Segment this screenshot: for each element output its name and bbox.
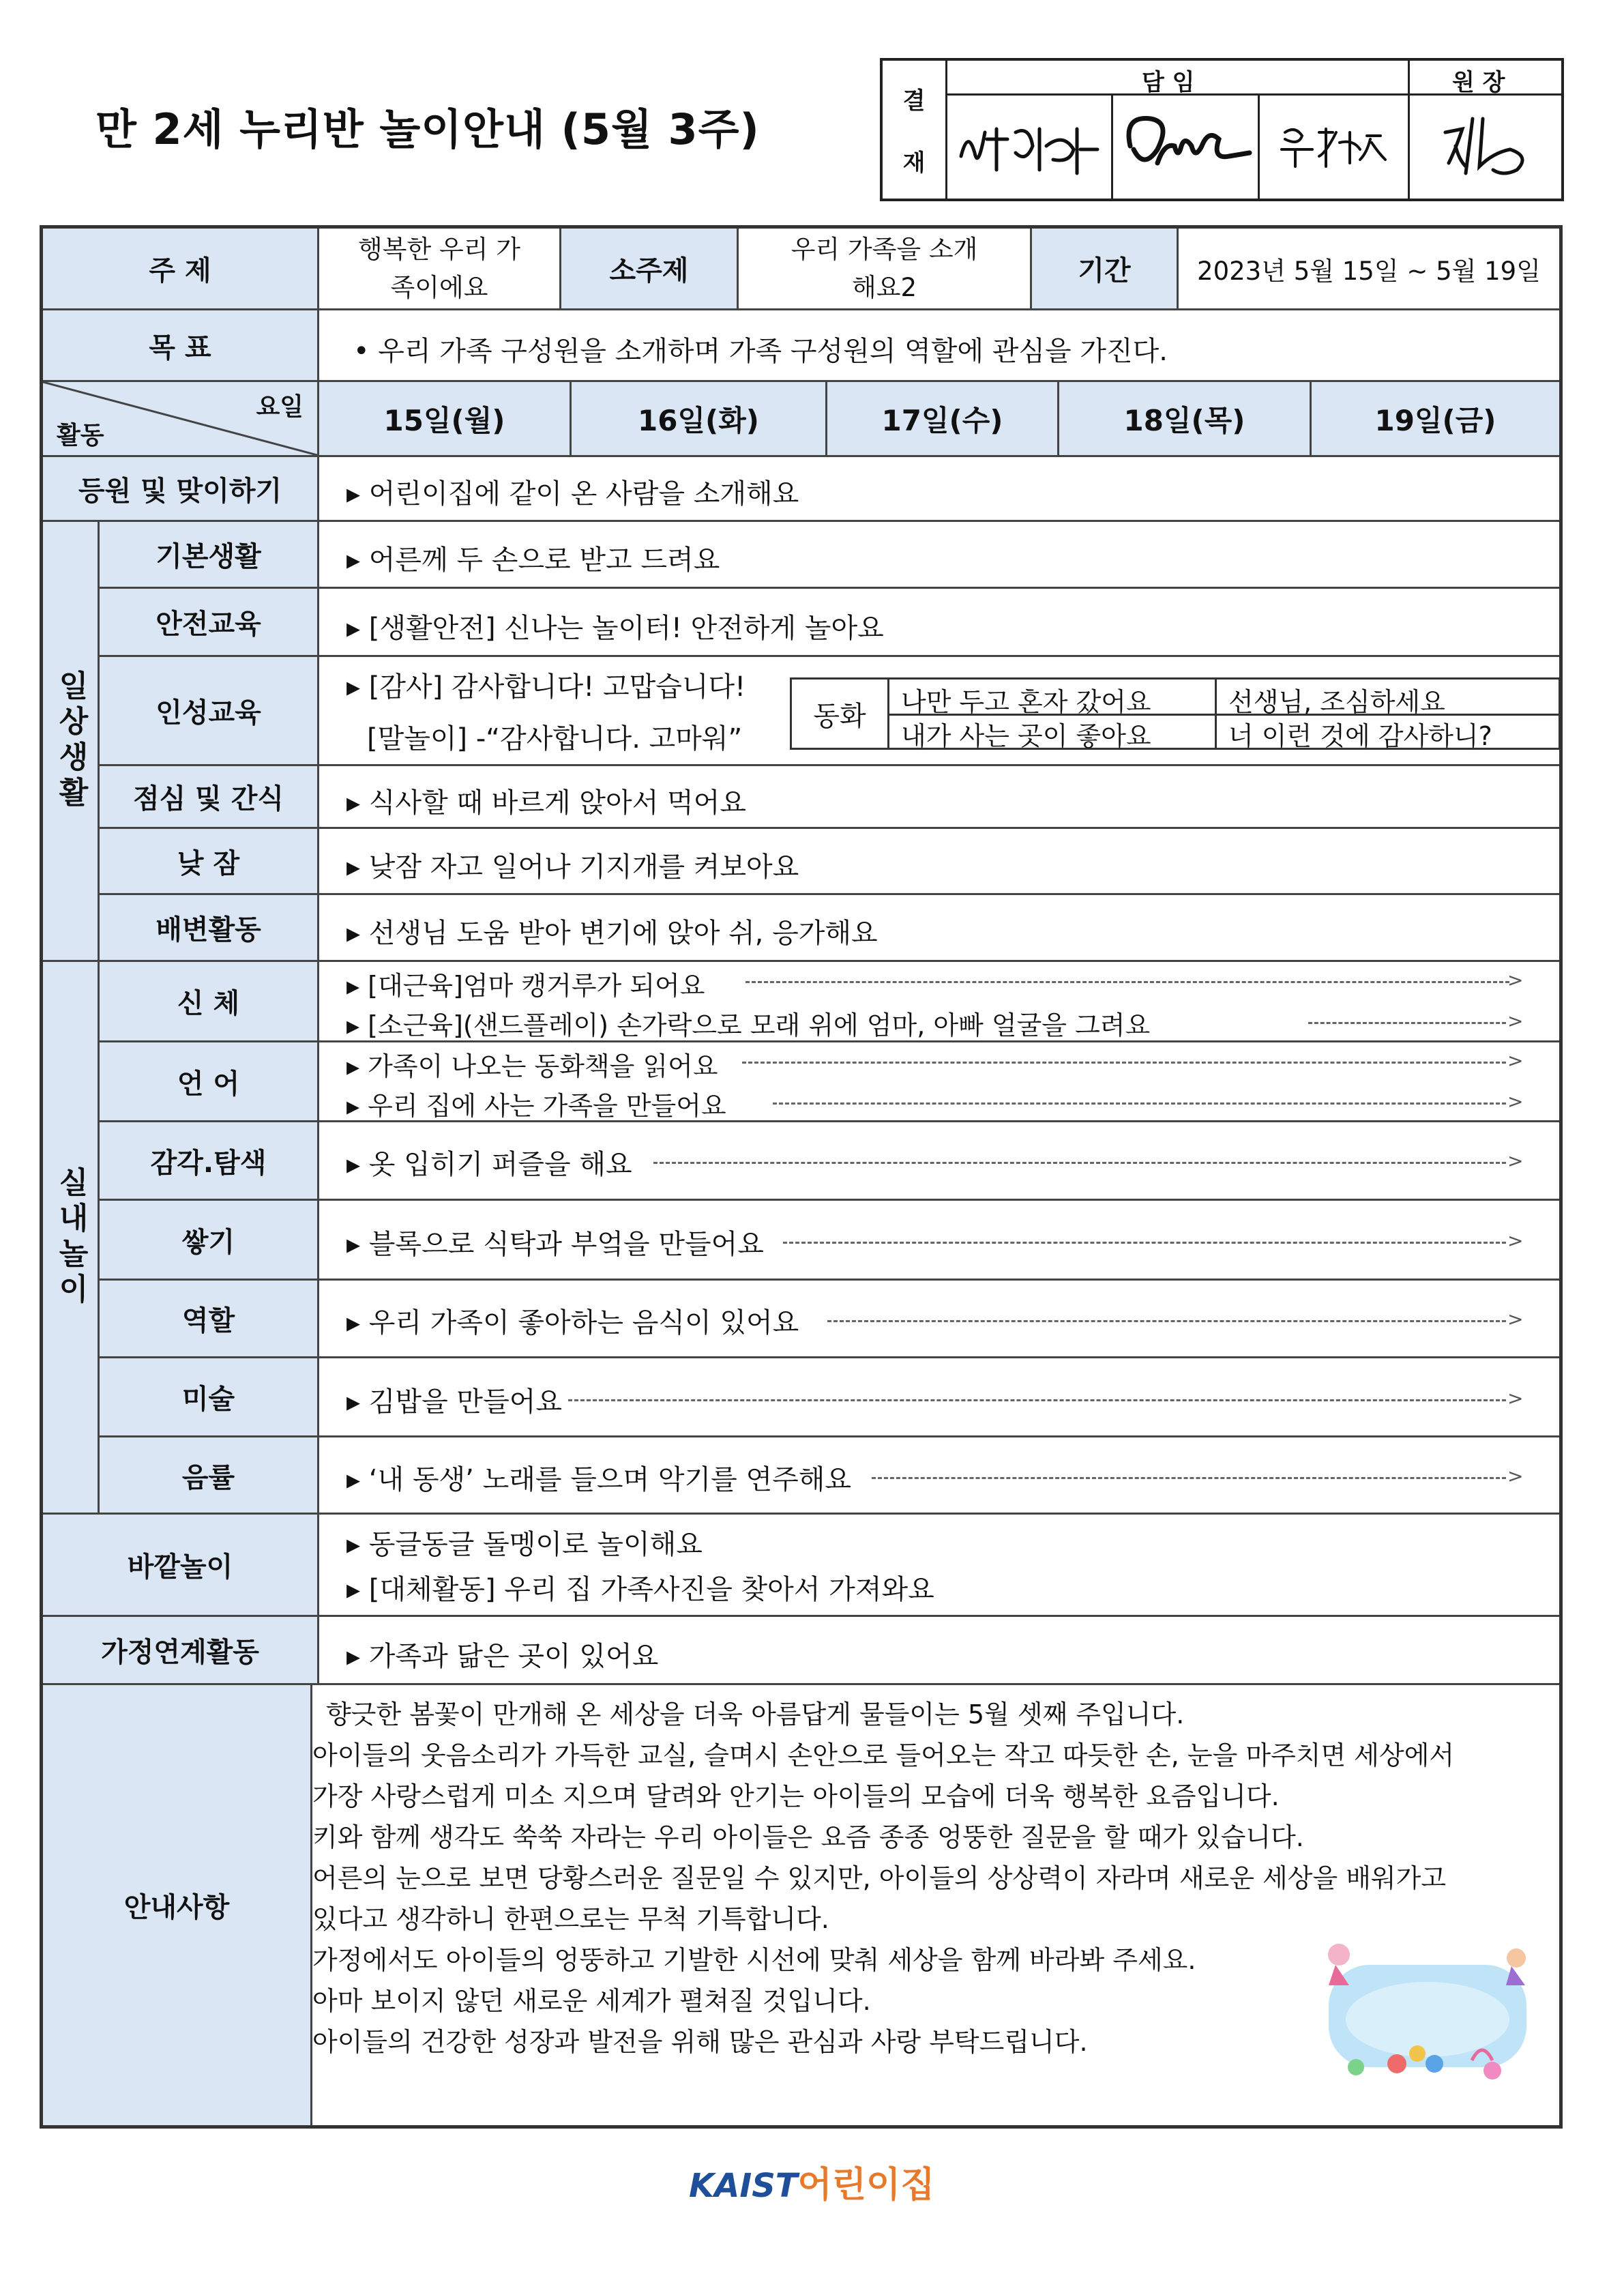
character-text-1: ▸ [감사] 감사합니다! 고맙습니다!: [346, 671, 746, 703]
toilet-cell: [319, 895, 1559, 962]
arrival-label: 등원 및 맞이하기: [43, 457, 319, 522]
notice-line-8: 아마 보이지 않던 새로운 세계가 펼쳐질 것입니다.: [312, 1986, 871, 2016]
roleplay-label: 역할: [100, 1281, 319, 1358]
story-label: 동화: [792, 680, 889, 748]
theme-label: 주 제: [43, 229, 319, 310]
approval-box: [880, 58, 1564, 201]
basic-life-cell: [319, 522, 1559, 589]
music-label: 음률: [100, 1437, 319, 1515]
physical-label: 신 체: [100, 962, 319, 1042]
physical-cell: ▸ [대근육]엄마 캥거루가 되어요 > ▸ [소근육](샌드플레이) 손가락으로 모래 위에 엄마, 아빠 얼굴을 그려요 >: [319, 962, 1559, 1042]
theme-value: 행복한 우리 가족이에요: [319, 229, 561, 310]
indoor-group-label: [43, 962, 100, 1515]
weekly-plan-table: [40, 225, 1563, 2129]
notice-line-7: 가정에서도 아이들의 엉뚱하고 기발한 시선에 맞춰 세상을 함께 바라봐 주세요.: [312, 1945, 1196, 1975]
goal-value: • 우리 가족 구성원을 소개하며 가족 구성원의 역할에 관심을 가진다.: [353, 336, 1168, 367]
signature-teacher-1: [951, 102, 1108, 190]
diagonal-header: [43, 382, 319, 457]
logo-ko: 어린이집: [797, 2165, 935, 2206]
toilet-text: ▸ 선생님 도움 받아 변기에 앉아 쉬, 응가해요: [346, 918, 878, 949]
character-label: 인성교육: [100, 657, 319, 766]
story-item-4: 너 이런 것에 감사하니?: [1228, 721, 1492, 751]
nap-cell: [319, 829, 1559, 895]
language-label: 언 어: [100, 1042, 319, 1122]
language-cell: ▸ 가족이 나오는 동화책을 읽어요 > ▸ 우리 집에 사는 가족을 만들어요 >: [319, 1042, 1559, 1122]
signature-teacher-3: [1261, 102, 1404, 190]
home-link-cell: [319, 1617, 1559, 1685]
sensory-label: 감각.탐색: [100, 1122, 319, 1201]
approval-label: [883, 61, 947, 199]
subtheme-label: 소주제: [561, 229, 739, 310]
roleplay-cell: ▸ 우리 가족이 좋아하는 음식이 있어요 >: [319, 1281, 1559, 1358]
nap-label: 낮 잠: [100, 829, 319, 895]
music-text: ▸ ‘내 동생’ 노래를 들으며 악기를 연주해요: [346, 1464, 852, 1495]
notice-line-1: 향긋한 봄꽃이 만개해 온 세상을 더욱 아름답게 물들이는 5월 셋째 주입니다.: [326, 1699, 1185, 1729]
story-box: [790, 677, 1561, 750]
basic-life-text: ▸ 어른께 두 손으로 받고 드려요: [346, 544, 720, 576]
outdoor-cell: [319, 1515, 1559, 1617]
lunch-cell: [319, 766, 1559, 829]
notice-line-9: 아이들의 건강한 성장과 발전을 위해 많은 관심과 사랑 부탁드립니다.: [312, 2027, 1088, 2057]
story-item-1: 나만 두고 혼자 갔어요: [901, 687, 1151, 717]
character-text-2: [말놀이] -“감사합니다. 고마워”: [367, 723, 743, 755]
approval-head-teacher: 담 임: [1142, 69, 1195, 96]
children-illustration: [1315, 1924, 1540, 2094]
subtheme-value: 우리 가족을 소개해요2: [739, 229, 1032, 310]
roleplay-text: ▸ 우리 가족이 좋아하는 음식이 있어요: [346, 1307, 799, 1339]
blocks-cell: ▸ 블록으로 식탁과 부엌을 만들어요 >: [319, 1201, 1559, 1281]
notice-line-3: 가장 사랑스럽게 미소 지으며 달려와 안기는 아이들의 모습에 더욱 행복한 요즘입니다.: [312, 1781, 1280, 1811]
notice-cell: [312, 1685, 1559, 2125]
basic-life-label: 기본생활: [100, 522, 319, 589]
kaist-daycare-logo: [689, 2156, 934, 2207]
signature-director: [1411, 102, 1561, 190]
day-mon: 15일(월): [319, 382, 572, 457]
day-tue: 16일(화): [572, 382, 827, 457]
indoor-group-text: 실내놀이: [53, 1166, 88, 1309]
notice-line-6: 있다고 생각하니 한편으로는 무척 기특합니다.: [312, 1904, 829, 1934]
daily-life-group-label: [43, 522, 100, 962]
outdoor-label: 바깥놀이: [43, 1515, 319, 1617]
notice-line-5: 어른의 눈으로 보면 당황스러운 질문일 수 있지만, 아이들의 상상력이 자라며 새로운 세상을 배워가고: [312, 1863, 1447, 1893]
toilet-label: 배변활동: [100, 895, 319, 962]
sensory-cell: ▸ 옷 입히기 퍼즐을 해요 >: [319, 1122, 1559, 1201]
period-value: 2023년 5월 15일 ~ 5월 19일: [1179, 229, 1559, 310]
art-text: ▸ 김밥을 만들어요: [346, 1386, 562, 1418]
safety-text: ▸ [생활안전] 신나는 놀이터! 안전하게 놀아요: [346, 613, 884, 644]
diag-bottom-label: 활동: [57, 422, 104, 450]
arrival-text: ▸ 어린이집에 같이 온 사람을 소개해요: [346, 478, 799, 510]
day-wed: 17일(수): [827, 382, 1059, 457]
nap-text: ▸ 낮잠 자고 일어나 기지개를 켜보아요: [346, 851, 799, 883]
signature-teacher-2: [1114, 102, 1254, 190]
approval-head-director: 원 장: [1452, 69, 1505, 96]
lunch-text: ▸ 식사할 때 바르게 앉아서 먹어요: [346, 787, 746, 819]
day-thu: 18일(목): [1059, 382, 1312, 457]
sensory-text: ▸ 옷 입히기 퍼즐을 해요: [346, 1149, 632, 1180]
blocks-label: 쌓기: [100, 1201, 319, 1281]
day-fri: 19일(금): [1312, 382, 1559, 457]
language-text-2: ▸ 우리 집에 사는 가족을 만들어요: [346, 1091, 726, 1121]
outdoor-text-2: ▸ [대체활동] 우리 집 가족사진을 찾아서 가져와요: [346, 1574, 934, 1605]
daily-life-group-text: 일상생활: [53, 670, 88, 812]
period-label: 기간: [1032, 229, 1179, 310]
approval-label-bottom: 재: [902, 149, 926, 177]
notice-line-2: 아이들의 웃음소리가 가득한 교실, 슬며시 손안으로 들어오는 작고 따듯한 손, 눈을 마주치면 세상에서: [312, 1740, 1455, 1770]
home-link-text: ▸ 가족과 닮은 곳이 있어요: [346, 1641, 659, 1672]
notice-line-4: 키와 함께 생각도 쑥쑥 자라는 우리 아이들은 요즘 종종 엉뚱한 질문을 할 때가 있습니다.: [312, 1822, 1304, 1852]
blocks-text: ▸ 블록으로 식탁과 부엌을 만들어요: [346, 1229, 764, 1260]
goal-cell: [319, 310, 1559, 382]
diag-top-label: 요일: [256, 393, 304, 421]
logo-en: KAIST: [689, 2167, 798, 2205]
outdoor-text-1: ▸ 동글동글 돌멩이로 놀이해요: [346, 1529, 703, 1560]
art-cell: ▸ 김밥을 만들어요 >: [319, 1358, 1559, 1437]
approval-label-top: 결: [902, 87, 926, 115]
physical-text-1: ▸ [대근육]엄마 캥거루가 되어요: [346, 971, 705, 1001]
goal-label: 목 표: [43, 310, 319, 382]
page-title: 만 2세 누리반 놀이안내 (5월 3주): [95, 104, 760, 154]
language-text-1: ▸ 가족이 나오는 동화책을 읽어요: [346, 1051, 718, 1081]
story-item-3: 내가 사는 곳이 좋아요: [901, 721, 1151, 751]
notice-label: 안내사항: [43, 1685, 312, 2125]
art-label: 미술: [100, 1358, 319, 1437]
safety-label: 안전교육: [100, 589, 319, 657]
safety-cell: [319, 589, 1559, 657]
home-link-label: 가정연계활동: [43, 1617, 319, 1685]
music-cell: ▸ ‘내 동생’ 노래를 들으며 악기를 연주해요 >: [319, 1437, 1559, 1515]
story-item-2: 선생님, 조심하세요: [1228, 687, 1445, 717]
physical-text-2: ▸ [소근육](샌드플레이) 손가락으로 모래 위에 엄마, 아빠 얼굴을 그려요: [346, 1010, 1151, 1040]
lunch-label: 점심 및 간식: [100, 766, 319, 829]
arrival-cell: [319, 457, 1559, 522]
